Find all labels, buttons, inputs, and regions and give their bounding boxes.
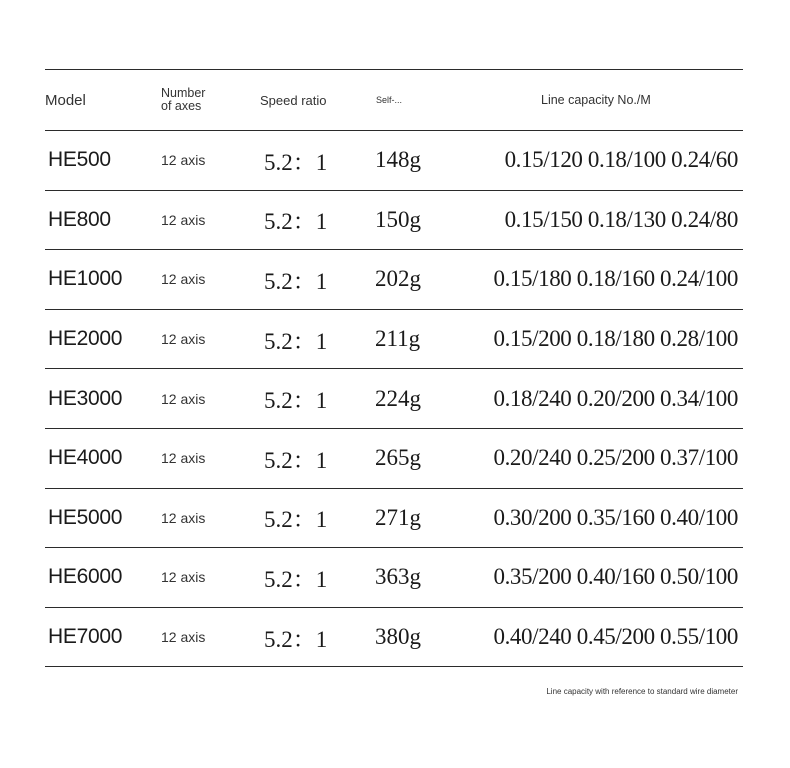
axes-cell: 12 axis [161, 629, 206, 646]
line-capacity-cell: 0.30/200 0.35/160 0.40/100 [493, 504, 738, 530]
table-row [45, 369, 743, 429]
weight-cell: 380g [375, 624, 421, 650]
line-capacity-cell: 0.40/240 0.45/200 0.55/100 [493, 624, 738, 650]
weight-cell: 202g [375, 266, 421, 292]
speed-ratio-cell: 5.2：1 [264, 566, 328, 592]
table-row [45, 489, 743, 549]
header-axes [161, 70, 205, 130]
model-cell: HE800 [48, 207, 111, 231]
model-cell: HE2000 [48, 327, 123, 351]
line-capacity-cell: 0.15/200 0.18/180 0.28/100 [493, 326, 738, 352]
table-header-row [45, 70, 743, 131]
weight-cell: 148g [375, 147, 421, 173]
table-row [45, 250, 743, 310]
model-cell: HE7000 [48, 625, 123, 649]
axes-cell: 12 axis [161, 509, 206, 526]
weight-cell: 211g [375, 326, 421, 352]
speed-ratio-cell: 5.2：1 [264, 268, 328, 294]
table-row [45, 191, 743, 251]
speed-ratio-cell: 5.2：1 [264, 149, 328, 175]
speed-ratio-cell: 5.2：1 [264, 507, 328, 533]
weight-cell: 271g [375, 504, 421, 530]
model-cell: HE3000 [48, 386, 123, 410]
axes-cell: 12 axis [161, 211, 206, 228]
table-row [45, 310, 743, 370]
line-capacity-cell: 0.15/120 0.18/100 0.24/60 [504, 147, 738, 173]
model-cell: HE1000 [48, 267, 123, 291]
header-speed-ratio: Speed ratio [260, 92, 327, 108]
line-capacity-cell: 0.18/240 0.20/200 0.34/100 [493, 385, 738, 411]
weight-cell: 363g [375, 564, 421, 590]
header-axes-line1: Number [161, 86, 206, 100]
header-model: Model [45, 91, 86, 109]
speed-ratio-cell: 5.2：1 [264, 388, 328, 414]
weight-cell: 150g [375, 206, 421, 232]
axes-cell: 12 axis [161, 390, 206, 407]
header-line-capacity: Line capacity No./M [541, 93, 651, 107]
axes-cell: 12 axis [161, 450, 206, 467]
line-capacity-cell: 0.35/200 0.40/160 0.50/100 [493, 564, 738, 590]
axes-cell: 12 axis [161, 271, 206, 288]
header-self-weight: Self-... [376, 95, 403, 105]
model-cell: HE4000 [48, 446, 123, 470]
spec-table [45, 69, 743, 667]
axes-cell: 12 axis [161, 152, 206, 169]
table-row [45, 548, 743, 608]
footnote: Line capacity with reference to standard wire diameter [546, 687, 738, 696]
model-cell: HE6000 [48, 565, 123, 589]
table-row [45, 608, 743, 668]
weight-cell: 265g [375, 445, 421, 471]
model-cell: HE5000 [48, 505, 123, 529]
header-axes-line2: of axes [161, 99, 202, 113]
axes-cell: 12 axis [161, 569, 206, 586]
axes-cell: 12 axis [161, 331, 206, 348]
table-row [45, 131, 743, 191]
model-cell: HE500 [48, 148, 111, 172]
speed-ratio-cell: 5.2：1 [264, 626, 328, 652]
speed-ratio-cell: 5.2：1 [264, 209, 328, 235]
line-capacity-cell: 0.15/150 0.18/130 0.24/80 [504, 206, 738, 232]
weight-cell: 224g [375, 385, 421, 411]
table-row [45, 429, 743, 489]
speed-ratio-cell: 5.2：1 [264, 328, 328, 354]
line-capacity-cell: 0.15/180 0.18/160 0.24/100 [493, 266, 738, 292]
speed-ratio-cell: 5.2：1 [264, 447, 328, 473]
line-capacity-cell: 0.20/240 0.25/200 0.37/100 [493, 445, 738, 471]
